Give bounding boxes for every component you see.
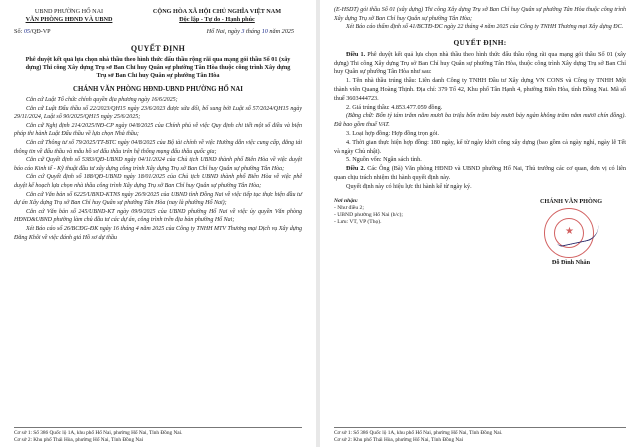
signer-name: Đỗ Đình Nhân [551,258,591,266]
winning-price: 2. Giá trúng thầu: 4.853.477.059 đồng. [346,103,443,111]
contract-type: 3. Loại hợp đồng: Hợp đồng trọn gói. [346,129,439,137]
price-in-words: (Bằng chữ: Bốn tỷ tám trăm năm mươi ba triệu bốn trăm bảy mươi bảy ngàn không trăm năm mươi chín đồng). Đã bao gồm thuế VAT. [334,112,626,129]
date-prefix: Hố Nai, ngày [206,28,240,35]
article-1 [334,51,626,77]
agency-name: VĂN PHÒNG HĐND VÀ UBND [25,16,113,23]
footer-address-2: Cơ sở 2: Khu phố Thái Hòa, phường Hố Nai, Tỉnh Đồng Nai [14,437,144,444]
decision-page-2 [320,0,640,447]
document-number [14,28,51,35]
issuing-agency [14,8,124,24]
legal-basis: Xét Báo cáo số 26/BCĐG-ĐK ngày 16 tháng 4 năm 2025 của Công ty TNHH MTV Thương mại Dịch vụ Xây dựng Đăng Khôi về việc đánh giá Hồ sơ dự thầu [14,225,302,241]
contract-duration: 4. Thời gian thực hiện hợp đồng: 180 ngày, kể từ ngày khởi công xây dựng (bao gồm cả ngày nghỉ, ngày lễ Tết và ngày Chủ nhật). [334,138,626,155]
date-year: năm 2025 [269,28,294,35]
date-month-label: tháng [246,28,261,35]
article-2-label: Điều 2. [346,165,366,173]
decides-heading: QUYẾT ĐỊNH: [453,37,507,47]
recipients-title: Nơi nhận: [334,197,358,204]
footer-address-2: Cơ sở 2: Khu phố Thái Hòa, phường Hố Nai, Tỉnh Đồng Nai [334,437,464,444]
page-footer [14,427,302,444]
signature-block [334,198,626,266]
footer-address-1: Cơ sở 1: Số 386 Quốc lộ 1A, khu phố Hố Nai, phường Hố Nai, Tỉnh Đồng Nai. [334,430,503,437]
legal-basis: Căn cứ Nghị định 214/2025/NĐ-CP ngày 04/8/2025 của Chính phủ về việc Quy định chi tiết một số điều và biện pháp thi hành Luật Đấu thầu về lựa chọn Nhà thầu; [14,122,302,138]
number-value: 05 [23,28,30,35]
continued-basis: (E-HSDT) gói thầu Số 01 (xây dựng) Thi công Xây dựng Trụ sở Ban Chỉ huy Quân sự phường Tân Hòa thuộc công trình Xây dựng Trụ sở Ban Chỉ huy Quân sự phường Tân Hòa; [334,7,626,22]
recipients [334,198,464,266]
article-1-label: Điều 1. [346,50,366,58]
legal-basis: Căn cứ Văn bản số 245/UBND-KT ngày 09/9/2025 của UBND phường Hố Nai về việc ủy quyền Văn phòng HĐND&UBND phường làm chủ đầu tư các dự án, công trình trên địa bàn phường Hố Nai; [14,208,302,224]
legal-basis: Căn cứ Quyết định số 5383/QĐ-UBND ngày 04/11/2024 của Chủ tịch UBND thành phố Biên Hòa về việc duyệt báo cáo Kinh tế - Kỹ thuật đầu tư xây dựng công trình Xây dựng Trụ sở Ban Chỉ huy Quân sự phường Tân Hòa; [14,157,302,172]
date-month: 10 [261,28,268,35]
winning-bidder: 1. Tên nhà thầu trúng thầu: Liên danh Công ty TNHH Đầu tư Xây dựng VN CONS và Công ty TNHH Một thành viên Quang Hoàng Thịnh. Địa chỉ: 379 Tổ 42, Khu phố Tân Hạnh 4, phường Biên Hòa, tỉnh Đồng Nai. Mã số thuế 3603444723. [334,77,626,102]
recipient-item: - Như điều 2; [334,204,364,211]
article-1-text: Phê duyệt kết quả lựa chọn nhà thầu theo hình thức đấu thầu rộng rãi qua mạng gói thầu Số 01 (xây dựng) Thi công Xây dựng Trụ sở Ban Chỉ huy Quân sự phường Tân Hòa, thuộc công trình Xây dựng Trụ sở Ban Chỉ huy Quân sự phường Tân Hòa như sau: [334,50,627,76]
page-footer [334,427,626,444]
document-subject: Phê duyệt kết quả lựa chọn nhà thầu theo hình thức đấu thầu rộng rãi qua mạng gói thầu Số 01 (xây dựng) Thi công Xây dựng Trụ sở Ban Chỉ huy Quân sự phường Tân Hòa thuộc công trình Xây dựng Trụ sở Ban Chỉ huy Quân sự phường Tân Hòa [25,56,291,79]
national-motto: Độc lập - Tự do - Hạnh phúc [179,16,255,23]
footer-address-1: Cơ sở 1: Số 386 Quốc lộ 1A, khu phố Hố Nai, phường Hố Nai, Tỉnh Đồng Nai. [14,430,183,437]
official-seal-icon: ★ [544,208,594,258]
number-date-row [14,28,302,35]
legal-basis: Căn cứ Quyết định số 188/QĐ-UBND ngày 18/01/2025 của Chủ tịch UBND thành phố Biên Hòa về việc phê duyệt kế hoạch lựa chọn nhà thầu công trình Xây dựng Trụ sở Ban Chỉ huy Quân sự phường Tân Hòa; [14,174,302,189]
document-header [14,8,302,24]
national-name: CỘNG HÒA XÃ HỘI CHỦ NGHĨA VIỆT NAM [152,8,282,15]
document-title: QUYẾT ĐỊNH [130,44,186,53]
date-day: 3 [241,28,245,35]
number-suffix: /QĐ-VP [30,28,51,35]
document-date [207,28,294,35]
recipient-item: - UBND phường Hố Nai (b/c); [334,211,403,218]
article-2 [334,165,626,183]
legal-basis: Căn cứ Thông tư số 79/2025/TT-BTC ngày 04/8/2025 của Bộ tài chính về việc Hướng dẫn việc cung cấp, đăng tải thông tin về đấu thầu và mẫu hồ sơ đấu thầu trên hệ thống mạng đấu thầu quốc gia; [14,139,302,155]
appraisal-basis: Xét Báo cáo thẩm định số 41/BCTĐ-ĐC ngày 22 tháng 4 năm 2025 của Công ty TNHH Thương mại Xây dựng ĐC. [346,24,624,31]
funding-source: 5. Nguồn vốn: Ngân sách tỉnh. [346,156,422,164]
legal-basis: Căn cứ Luật Đấu thầu số 22/2023/QH15 ngày 23/6/2023 được sửa đổi, bổ sung bởi Luật số 57/2024/QH15 ngày 29/11/2024, Luật số 90/2025/QH15 ngày 25/6/2025; [14,105,302,121]
effect-clause: Quyết định này có hiệu lực thi hành kể từ ngày ký. [346,182,472,190]
decision-page-1 [0,0,316,447]
issuer-title: CHÁNH VĂN PHÒNG HĐND-UBND PHƯỜNG HỐ NAI [73,86,243,93]
legal-basis: Căn cứ Văn bản số 6225/UBND-KTNS ngày 26/9/2025 của UBND tỉnh Đồng Nai về việc tiếp tục thực hiện đầu tư dự án Xây dựng Trụ sở Ban Chỉ huy Quân sự phường Tân Hòa (nay là phường Hố Nai); [14,191,302,207]
national-heading [132,8,302,24]
number-prefix: Số: [14,28,23,35]
article-2-text: Các Ông (Bà) Văn phòng HĐND và UBND phường Hố Nai, Thủ trưởng các cơ quan, đơn vị có liên quan chịu trách nhiệm thi hành quyết định này. [334,165,627,181]
signer-title: CHÁNH VĂN PHÒNG [539,197,603,205]
legal-basis: Căn cứ Luật Tổ chức chính quyền địa phương ngày 16/6/2025; [26,97,178,103]
recipient-item: - Lưu: VT, VP (Thọ). [334,218,382,225]
agency-parent: UBND PHƯỜNG HỐ NAI [34,8,104,15]
signer [516,198,626,266]
